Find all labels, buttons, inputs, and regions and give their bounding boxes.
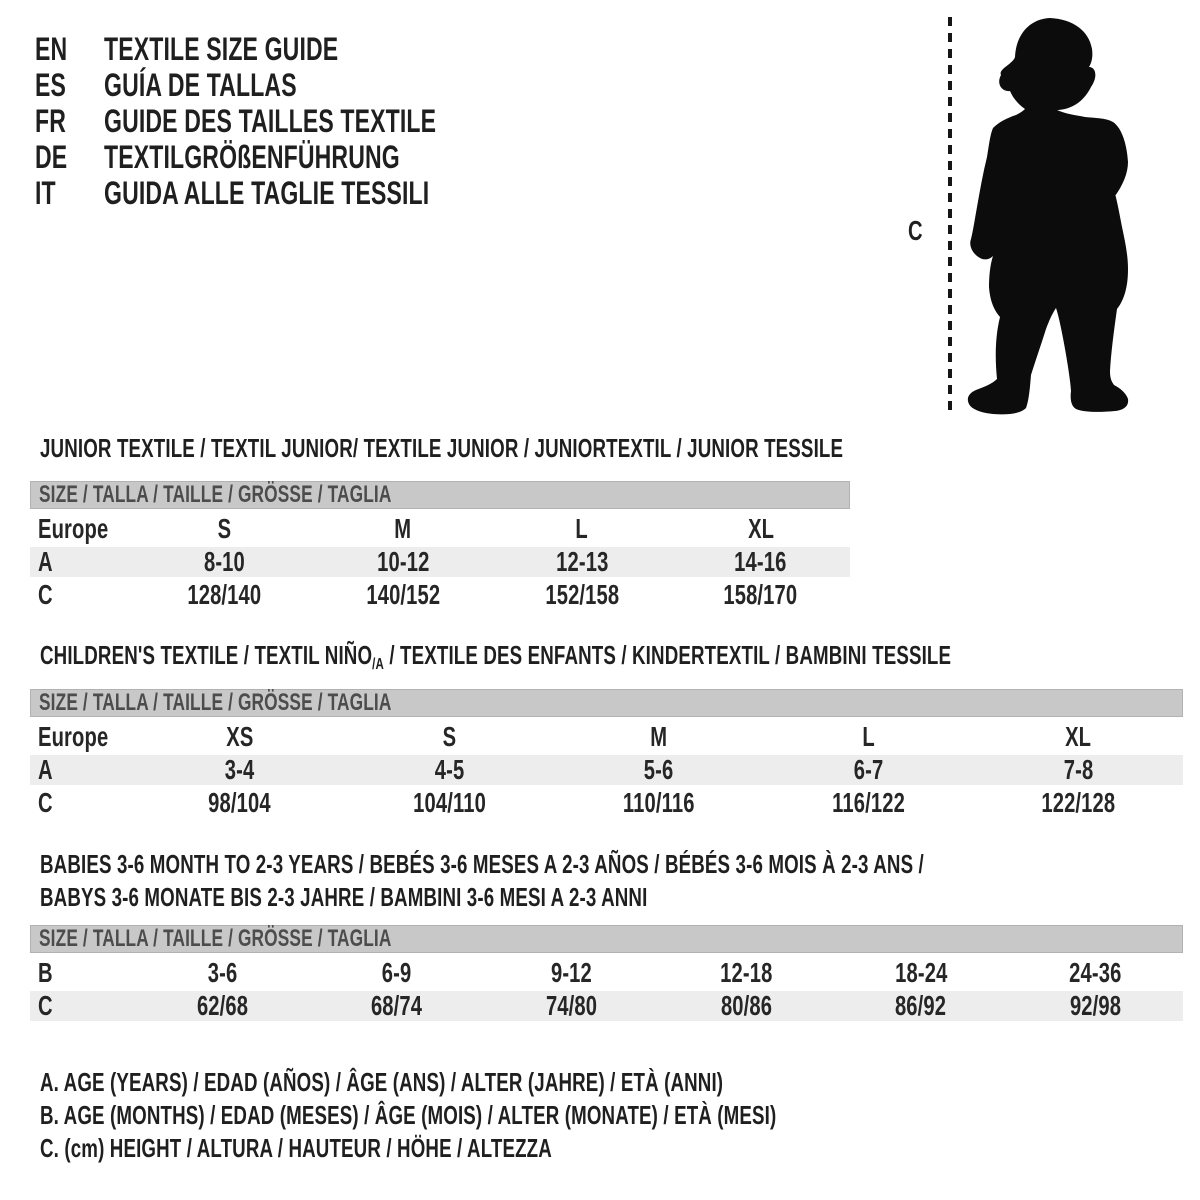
height-value: 158/170 <box>723 579 798 610</box>
age-value: 6-7 <box>853 754 884 785</box>
legend-line-a: A. AGE (YEARS) / EDAD (AÑOS) / ÂGE (ANS) / ALTER (JAHRE) / ETÀ (ANNI) <box>40 1067 724 1097</box>
nino-a-subscript: /A <box>372 656 384 673</box>
size-value: XS <box>226 721 254 752</box>
height-value: 74/80 <box>546 990 598 1021</box>
age-value: 9-12 <box>551 957 593 988</box>
size-value: XL <box>1065 721 1092 752</box>
table-row-europe <box>30 722 1183 752</box>
size-header-label: SIZE / TALLA / TAILLE / GRÖSSE / TAGLIA <box>39 481 392 508</box>
size-value: XL <box>747 513 774 544</box>
children-size-header-bar <box>30 689 1183 717</box>
size-header-label: SIZE / TALLA / TAILLE / GRÖSSE / TAGLIA <box>39 925 392 952</box>
babies-section-heading <box>40 848 1200 914</box>
height-measure-dashed-line <box>948 17 952 415</box>
language-code: ES <box>35 66 67 103</box>
row-label: C <box>38 990 53 1021</box>
table-row-height-cm <box>30 580 850 610</box>
language-row-fr <box>35 103 565 139</box>
language-row-en <box>35 31 565 67</box>
babies-size-header-bar <box>30 925 1183 953</box>
height-value: 110/116 <box>623 787 695 818</box>
age-value: 5-6 <box>644 754 674 785</box>
height-value: 92/98 <box>1070 990 1122 1021</box>
age-value: 6-9 <box>382 957 412 988</box>
height-value: 86/92 <box>895 990 947 1021</box>
language-row-es <box>35 67 565 103</box>
language-code: IT <box>35 174 56 211</box>
height-value: 104/110 <box>412 787 486 818</box>
row-label: C <box>38 579 53 610</box>
children-section-heading: CHILDREN'S TEXTILE / TEXTIL NIÑO/A / TEXTILE DES ENFANTS / KINDERTEXTIL / BAMBINI TESSILE <box>40 640 952 673</box>
height-value: 128/140 <box>187 579 262 610</box>
table-row-height-cm <box>30 788 1183 818</box>
language-title: GUIDE DES TAILLES TEXTILE <box>104 102 437 139</box>
junior-size-header-bar <box>30 481 850 509</box>
junior-section-heading: JUNIOR TEXTILE / TEXTIL JUNIOR/ TEXTILE JUNIOR / JUNIORTEXTIL / JUNIOR TESSILE <box>40 433 844 463</box>
size-value: S <box>442 721 457 752</box>
language-title: GUÍA DE TALLAS <box>104 66 297 103</box>
junior-size-table <box>30 481 850 610</box>
height-value: 116/122 <box>832 787 905 818</box>
legend-line-c: C. (cm) HEIGHT / ALTURA / HAUTEUR / HÖHE / ALTEZZA <box>40 1133 552 1163</box>
height-value: 68/74 <box>371 990 423 1021</box>
age-value: 12-13 <box>555 546 609 577</box>
size-value: L <box>862 721 875 752</box>
measurement-legend <box>40 1066 1063 1165</box>
row-label: B <box>38 957 53 988</box>
height-value: 80/86 <box>720 990 772 1021</box>
height-value: 122/128 <box>1041 787 1116 818</box>
age-value: 18-24 <box>894 957 948 988</box>
age-value: 7-8 <box>1063 754 1093 785</box>
language-list <box>35 31 565 211</box>
language-title: TEXTILE SIZE GUIDE <box>104 30 339 67</box>
height-measure-label: C <box>908 215 923 246</box>
size-value: S <box>217 513 232 544</box>
size-value: M <box>650 721 668 752</box>
table-row-age-months <box>30 958 1183 988</box>
babies-heading-line2: BABYS 3-6 MONATE BIS 2-3 JAHRE / BAMBINI 3-6 MESI A 2-3 ANNI <box>40 882 648 912</box>
age-value: 3-4 <box>225 754 255 785</box>
row-label: A <box>38 546 53 577</box>
size-value: L <box>575 513 589 544</box>
row-label: Europe <box>38 721 109 752</box>
age-value: 24-36 <box>1069 957 1122 988</box>
age-value: 8-10 <box>203 546 245 577</box>
babies-size-table <box>30 925 1183 1021</box>
table-row-height-cm <box>30 991 1183 1021</box>
height-value: 62/68 <box>196 990 248 1021</box>
age-value: 3-6 <box>207 957 238 988</box>
table-row-age-years <box>30 755 1183 785</box>
size-value: M <box>394 513 412 544</box>
table-row-age-years <box>30 547 850 577</box>
age-value: 4-5 <box>434 754 465 785</box>
age-value: 14-16 <box>734 546 787 577</box>
language-code: FR <box>35 102 67 139</box>
children-size-table <box>30 689 1183 818</box>
size-header-label: SIZE / TALLA / TAILLE / GRÖSSE / TAGLIA <box>39 689 392 716</box>
height-value: 98/104 <box>208 787 272 818</box>
toddler-silhouette-icon <box>963 15 1133 415</box>
row-label: C <box>38 787 53 818</box>
language-row-it <box>35 175 565 211</box>
language-row-de <box>35 139 565 175</box>
legend-line-b: B. AGE (MONTHS) / EDAD (MESES) / ÂGE (MOIS) / ALTER (MONATE) / ETÀ (MESI) <box>40 1100 777 1130</box>
age-value: 12-18 <box>720 957 773 988</box>
language-title: GUIDA ALLE TAGLIE TESSILI <box>104 174 430 211</box>
age-value: 10-12 <box>376 546 430 577</box>
babies-heading-line1: BABIES 3-6 MONTH TO 2-3 YEARS / BEBÉS 3-6 MESES A 2-3 AÑOS / BÉBÉS 3-6 MOIS À 2-3 ANS / <box>40 849 924 879</box>
height-value: 140/152 <box>366 579 441 610</box>
row-label: A <box>38 754 53 785</box>
row-label: Europe <box>38 513 109 544</box>
language-title: TEXTILGRÖßENFÜHRUNG <box>104 138 400 175</box>
height-value: 152/158 <box>544 579 619 610</box>
language-code: DE <box>35 138 68 175</box>
table-row-europe <box>30 514 850 544</box>
language-code: EN <box>35 30 68 67</box>
